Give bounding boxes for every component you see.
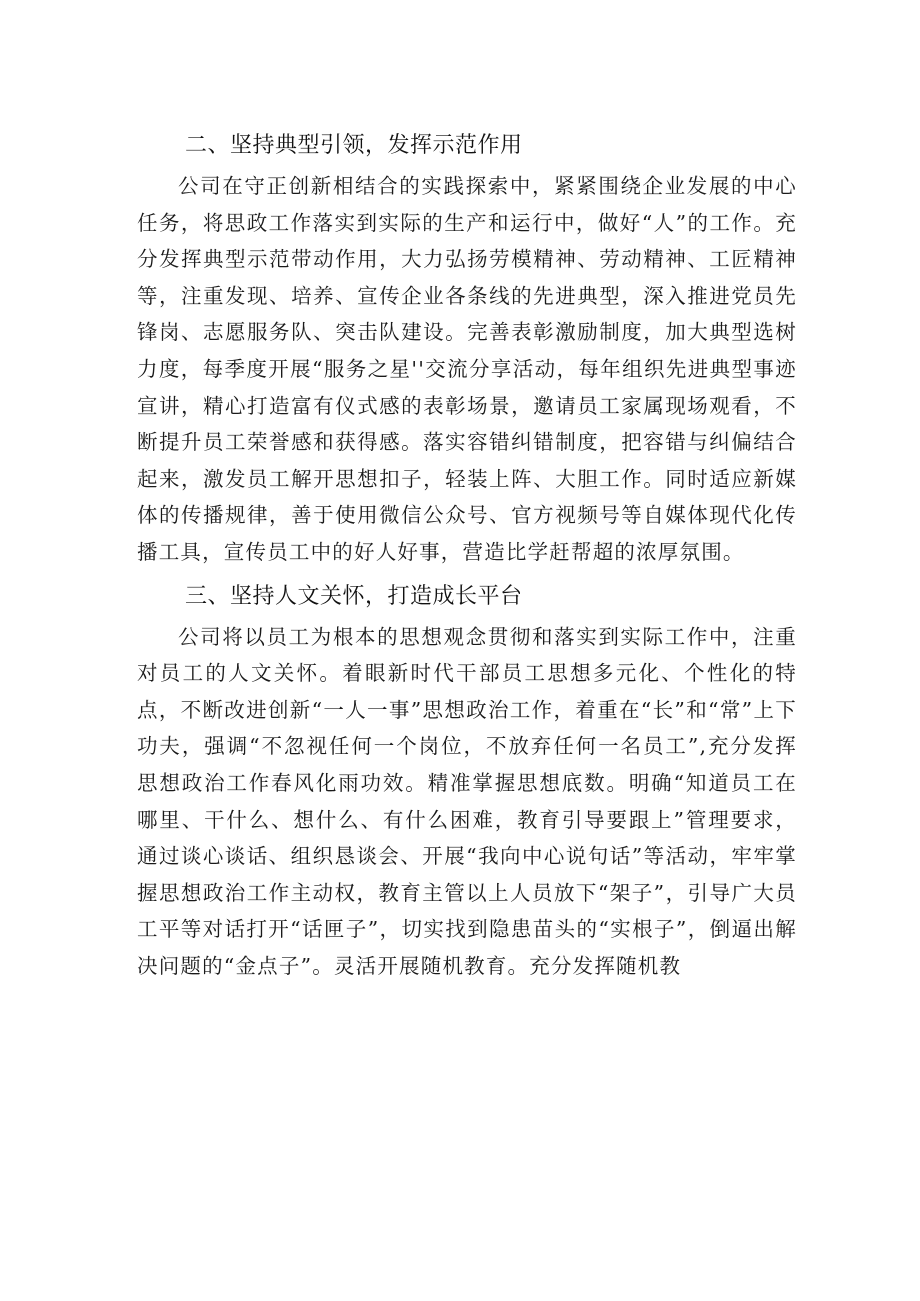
document-body: [137, 124, 797, 984]
section-paragraph-typical-leadership: 公司在守正创新相结合的实践探索中，紧紧围绕企业发展的中心任务，将思政工作落实到实际的生产和运行中，做好“人”的工作。充分发挥典型示范带动作用，大力弘扬劳模精神、劳动精神、工匠精神等，注重发现、培养、宣传企业各条线的先进典型，深入推进党员先锋岗、志愿服务队、突击队建设。完善表彰激励制度，加大典型选树力度，每季度开展“服务之星''交流分享活动，每年组织先进典型事迹宣讲，精心打造富有仪式感的表彰场景，邀请员工家属现场观看，不断提升员工荣誉感和获得感。落实容错纠错制度，把容错与纠偏结合起来，激发员工解开思想扣子，轻装上阵、大胆工作。同时适应新媒体的传播规律，善于使用微信公众号、官方视频号等自媒体现代化传播工具，宣传员工中的好人好事，营造比学赶帮超的浓厚氛围。: [137, 174, 797, 564]
section-heading-humanistic-care: 三、坚持人文关怀，打造成长平台: [185, 583, 523, 609]
section-heading-typical-leadership: 二、坚持典型引领，发挥示范作用: [185, 133, 523, 158]
section-paragraph-humanistic-care: 公司将以员工为根本的思想观念贯彻和落实到实际工作中，注重对员工的人文关怀。着眼新时代干部员工思想多元化、个性化的特点，不断改进创新“一人一事”思想政治工作，着重在“长”和“常”上下功夫，强调“不忽视任何一个岗位，不放弃任何一名员工”,充分发挥思想政治工作春风化雨功效。精准掌握思想底数。明确“知道员工在哪里、干什么、想什么、有什么困难，教育引导要跟上”管理要求，通过谈心谈话、组织恳谈会、开展“我向中心说句话”等活动，牢牢掌握思想政治工作主动权，教育主管以上人员放下“架子”，引导广大员工平等对话打开“话匣子”，切实找到隐患苗头的“实根子”，倒逼出解决问题的“金点子”。灵活开展随机教育。充分发挥随机教: [137, 624, 797, 978]
